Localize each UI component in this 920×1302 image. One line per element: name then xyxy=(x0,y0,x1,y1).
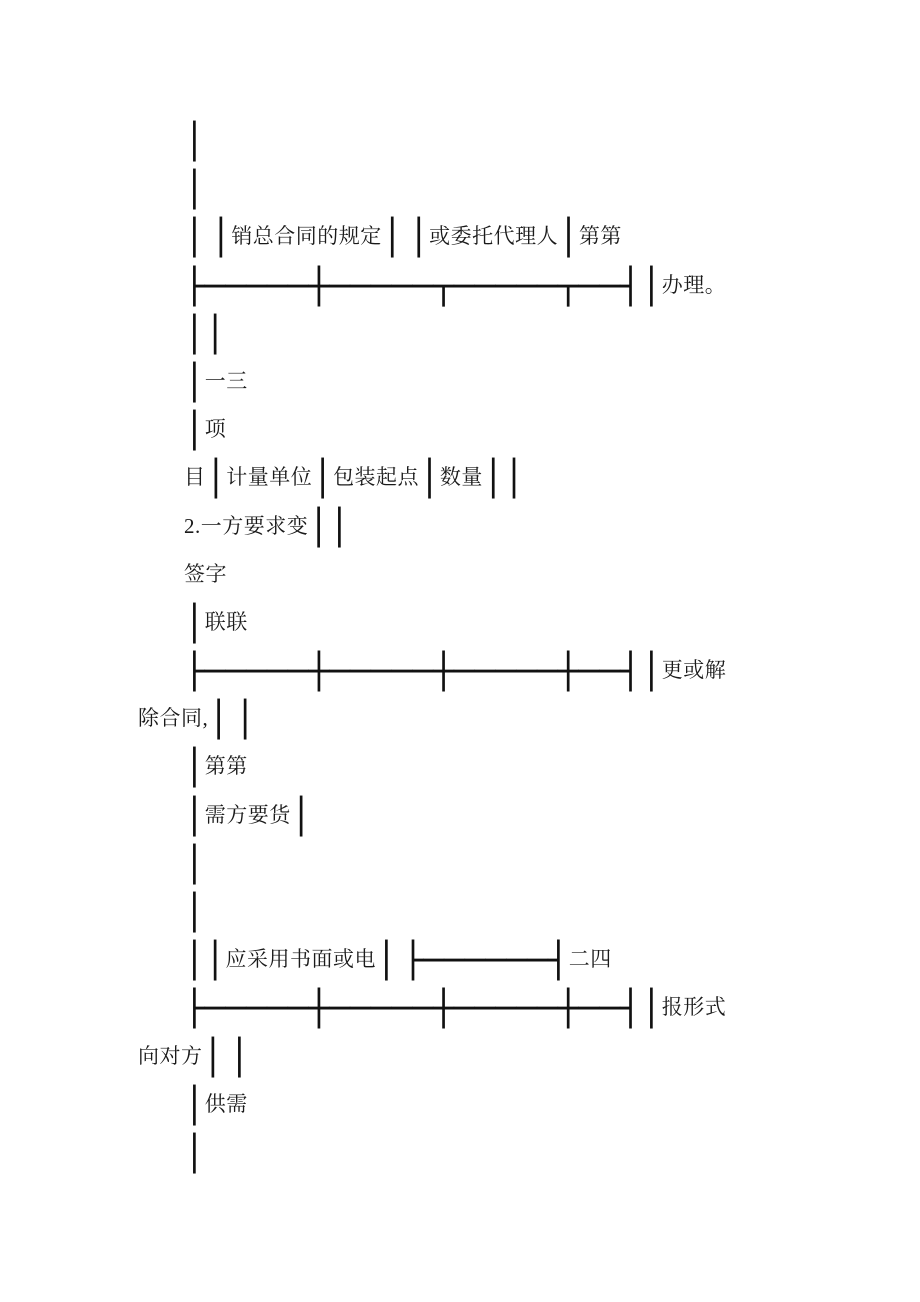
text-line xyxy=(138,116,920,164)
text-line: ││应采用书面或电│ ├──────┤二四 xyxy=(184,941,612,982)
box-drawing-run: │ xyxy=(184,411,205,452)
box-drawing-run: │ xyxy=(558,218,579,259)
box-drawing-run: │ xyxy=(184,363,205,404)
box-drawing-run: ││ xyxy=(308,507,350,548)
box-drawing-run: │ xyxy=(234,700,256,741)
document-text-block xyxy=(138,116,920,1176)
box-drawing-run: │ xyxy=(184,893,205,934)
text-line: 2.一方要求变││ xyxy=(184,507,350,548)
text-line: │供需 xyxy=(184,1085,248,1126)
box-drawing-run: │ xyxy=(184,748,205,789)
text-line: │ │销总合同的规定│ │或委托代理人│第第 xyxy=(184,218,622,259)
text-line: 向对方│ │ xyxy=(138,1037,250,1078)
text-line: 签字 xyxy=(184,561,227,586)
text-line xyxy=(138,887,920,935)
box-drawing-run: ├─────┼─────┼─────┼──┤│ xyxy=(184,989,662,1030)
text-line: ├─────┼─────┼─────┼──┤│报形式 xyxy=(184,989,727,1030)
text-line xyxy=(138,309,920,357)
text-line: ├─────┼─────┼─────┼──┤│更或解 xyxy=(184,652,727,693)
box-drawing-run: │ xyxy=(312,459,334,500)
box-drawing-run: ││ xyxy=(482,459,525,500)
box-drawing-run: ││ xyxy=(184,941,226,982)
box-drawing-run: │ xyxy=(408,218,430,259)
box-drawing-run: │ xyxy=(290,796,312,837)
box-drawing-run: │ xyxy=(184,1134,205,1175)
text-line: │需方要货│ xyxy=(184,796,312,837)
box-drawing-run: │ xyxy=(184,603,205,644)
box-drawing-run: │ xyxy=(381,218,403,259)
text-line xyxy=(138,839,920,887)
box-drawing-run: │ xyxy=(184,122,205,163)
box-drawing-run: │ xyxy=(376,941,397,982)
box-drawing-run: │ xyxy=(205,459,227,500)
text-line: 目│计量单位│包装起点│数量││ xyxy=(184,459,525,500)
text-line xyxy=(138,1128,920,1176)
box-drawing-run: │ xyxy=(419,459,440,500)
box-drawing-run: │ xyxy=(210,218,232,259)
text-line: │联联 xyxy=(184,603,248,644)
text-line: │第第 xyxy=(184,748,248,789)
box-drawing-run: ├─────┼─────┬─────┬──┤│ xyxy=(184,266,662,307)
box-drawing-run: │ xyxy=(184,844,205,885)
box-drawing-run: │ xyxy=(229,1037,250,1078)
box-drawing-run: │ xyxy=(208,700,230,741)
box-drawing-run: │ xyxy=(202,1037,224,1078)
text-line xyxy=(138,164,920,212)
box-drawing-run: │ xyxy=(184,218,205,259)
box-drawing-run: │ xyxy=(184,796,205,837)
box-drawing-run: │ xyxy=(184,170,205,211)
box-drawing-run: ├──────┤ xyxy=(402,941,569,982)
box-drawing-run: ││ xyxy=(184,314,226,355)
text-line: │项 xyxy=(184,411,227,452)
text-line: ├─────┼─────┬─────┬──┤│办理。 xyxy=(184,266,727,307)
text-line: │一三 xyxy=(184,363,248,404)
box-drawing-run: ├─────┼─────┼─────┼──┤│ xyxy=(184,652,662,693)
box-drawing-run: │ xyxy=(184,1085,205,1126)
text-line: 除合同,│ │ xyxy=(138,700,256,741)
